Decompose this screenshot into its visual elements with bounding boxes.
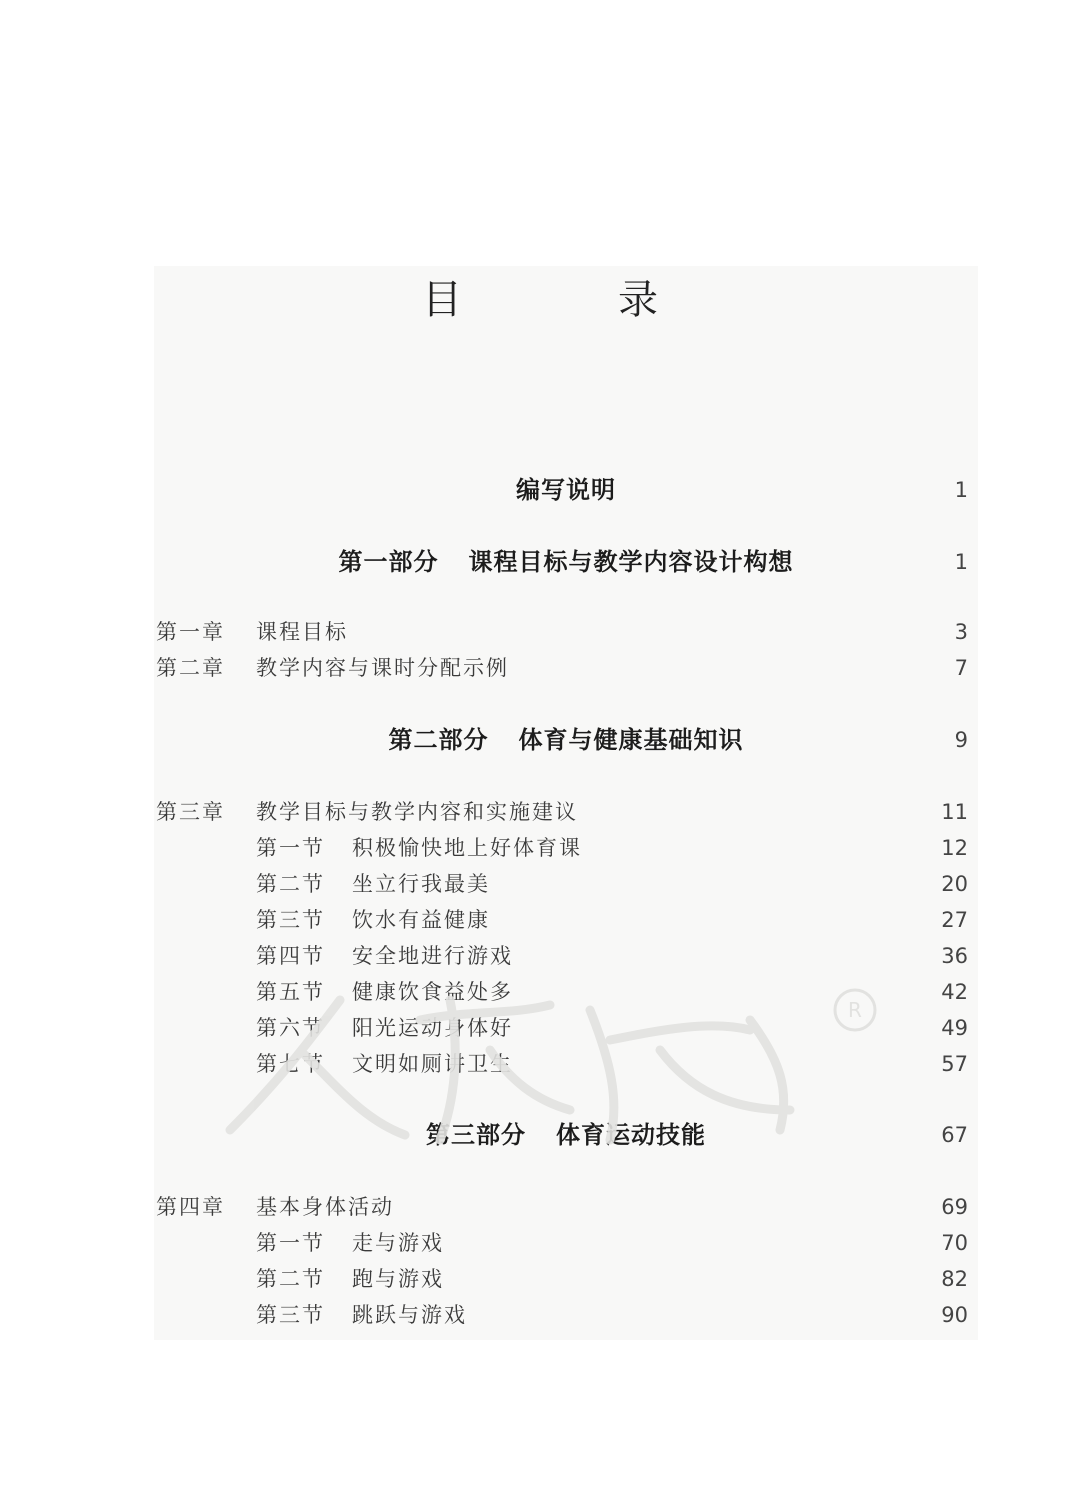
section-label: 第二节 — [256, 872, 325, 896]
toc-chapter-2[interactable] — [0, 648, 1080, 688]
section-label: 第六节 — [256, 1016, 325, 1040]
section-label: 第三节 — [256, 1303, 325, 1327]
part-title: 体育与健康基础知识 — [518, 725, 744, 754]
section-title: 跳跃与游戏 — [352, 1303, 467, 1327]
section-label: 第七节 — [256, 1052, 325, 1076]
toc-part-2[interactable] — [0, 720, 1080, 760]
entry-title: 编写说明 — [516, 475, 616, 504]
toc-section[interactable] — [0, 936, 1080, 976]
toc-section[interactable] — [0, 1295, 1080, 1335]
toc-chapter-1[interactable] — [0, 612, 1080, 652]
page-number: 69 — [941, 1195, 968, 1219]
page-number: 42 — [941, 980, 968, 1004]
section-label: 第一节 — [256, 1231, 325, 1255]
toc-chapter-3[interactable] — [0, 792, 1080, 832]
page-number: 1 — [954, 478, 968, 502]
section-label: 第一节 — [256, 836, 325, 860]
page-number: 11 — [941, 800, 968, 824]
page-number: 12 — [941, 836, 968, 860]
part-label: 第三部分 — [426, 1120, 526, 1149]
part-heading — [154, 542, 978, 582]
page-title: 目 录 — [422, 277, 716, 323]
page-number: 20 — [941, 872, 968, 896]
page-number: 1 — [954, 550, 968, 574]
toc-section[interactable] — [0, 1008, 1080, 1048]
page-number: 82 — [941, 1267, 968, 1291]
section-label: 第四节 — [256, 944, 325, 968]
section-label: 第五节 — [256, 980, 325, 1004]
part-title: 课程目标与教学内容设计构想 — [468, 547, 794, 576]
toc-section[interactable] — [0, 828, 1080, 868]
part-heading — [154, 1115, 978, 1155]
chapter-label: 第一章 — [156, 620, 225, 644]
section-title: 饮水有益健康 — [352, 908, 490, 932]
toc-section[interactable] — [0, 1044, 1080, 1084]
chapter-label: 第二章 — [156, 656, 225, 680]
section-title: 健康饮食益处多 — [352, 980, 513, 1004]
page-number: 67 — [941, 1123, 968, 1147]
toc-section[interactable] — [0, 972, 1080, 1012]
toc-section[interactable] — [0, 900, 1080, 940]
toc-section[interactable] — [0, 864, 1080, 904]
section-title: 文明如厕讲卫生 — [352, 1052, 513, 1076]
page-number: 3 — [954, 620, 968, 644]
toc-chapter-4[interactable] — [0, 1187, 1080, 1227]
part-label: 第二部分 — [388, 725, 489, 754]
page-number: 7 — [954, 656, 968, 680]
toc-part-1[interactable] — [0, 542, 1080, 582]
section-title: 坐立行我最美 — [352, 872, 490, 896]
section-label: 第三节 — [256, 908, 325, 932]
page-number: 49 — [941, 1016, 968, 1040]
toc-part-3[interactable] — [0, 1115, 1080, 1155]
chapter-title: 课程目标 — [256, 620, 348, 644]
toc-section[interactable] — [0, 1223, 1080, 1263]
svg-text:R: R — [848, 998, 862, 1022]
chapter-label: 第四章 — [156, 1195, 225, 1219]
page-number: 70 — [941, 1231, 968, 1255]
section-title: 跑与游戏 — [352, 1267, 444, 1291]
chapter-title: 教学目标与教学内容和实施建议 — [256, 800, 578, 824]
chapter-title: 基本身体活动 — [256, 1195, 394, 1219]
page-number: 57 — [941, 1052, 968, 1076]
section-title: 安全地进行游戏 — [352, 944, 513, 968]
part-heading — [154, 720, 978, 760]
toc-section[interactable] — [0, 1259, 1080, 1299]
section-label: 第二节 — [256, 1267, 325, 1291]
part-title: 体育运动技能 — [556, 1120, 706, 1149]
part-label: 第一部分 — [338, 547, 439, 576]
page-number: 27 — [941, 908, 968, 932]
page-number: 90 — [941, 1303, 968, 1327]
page-number: 36 — [941, 944, 968, 968]
chapter-title: 教学内容与课时分配示例 — [256, 656, 509, 680]
section-title: 阳光运动身体好 — [352, 1016, 513, 1040]
section-title: 积极愉快地上好体育课 — [352, 836, 582, 860]
page-number: 9 — [954, 728, 968, 752]
chapter-label: 第三章 — [156, 800, 225, 824]
section-title: 走与游戏 — [352, 1231, 444, 1255]
toc-entry-intro[interactable] — [0, 470, 1080, 510]
